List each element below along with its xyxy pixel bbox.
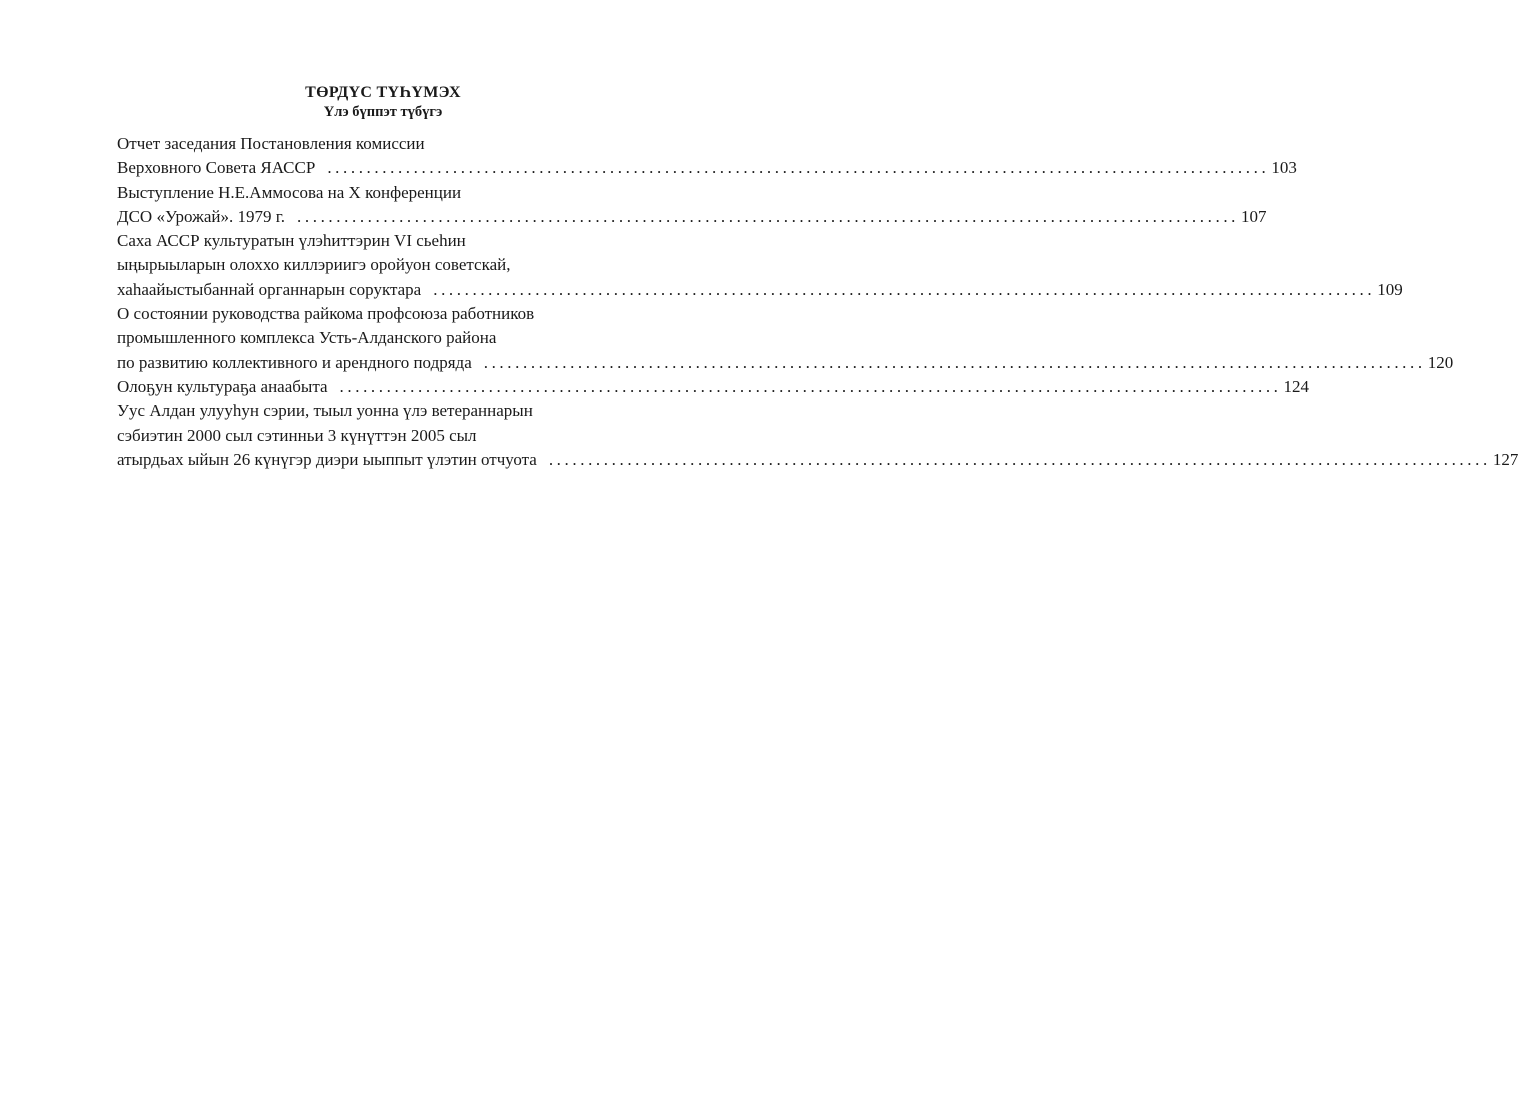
toc-entry-last-line (117, 351, 1454, 375)
toc-entry-line: ыңырыыларын олоххо киллэриигэ оройуон советскай, (117, 255, 511, 275)
toc-page-number: 120 (1427, 352, 1454, 372)
toc-entry-title: хаһаайыстыбаннай органнарын соруктара (117, 279, 422, 299)
toc-entry-line: Выступление Н.Е.Аммосова на X конференции (117, 182, 462, 202)
toc-entry-line: сэбиэтин 2000 сыл сэтинньи 3 күнүттэн 2005 сыл (117, 425, 477, 445)
toc-entry-last-line (117, 375, 1310, 399)
page-subtitle: Үлэ бүппэт түбүгэ (323, 104, 443, 120)
toc-entry-last-line (117, 278, 1403, 302)
toc-entry (117, 229, 1403, 302)
toc-page-number: 109 (1377, 279, 1403, 299)
toc-entry-title: атырдьах ыйын 26 күнүгэр диэри ыыппыт үлэтин отчуота (117, 449, 537, 469)
toc-entry-line: Отчет заседания Постановления комиссии (117, 134, 425, 153)
toc-entry-last-line (117, 156, 1297, 180)
dot-leader: ........................................................................................................................ (548, 449, 1491, 469)
dot-leader: ........................................................................................................................ (297, 206, 1240, 226)
toc-entry (117, 302, 1454, 375)
dot-leader: ........................................................................................................................ (327, 158, 1270, 178)
toc-entry-last-line (117, 448, 1518, 472)
toc-page-number: 107 (1241, 206, 1267, 226)
toc-page-number: 124 (1283, 376, 1310, 396)
dot-leader: ........................................................................................................................ (339, 376, 1282, 396)
toc-entry (117, 181, 1267, 230)
page-title: ТӨРДҮС ТҮҺҮМЭХ (305, 84, 461, 101)
toc-entry (117, 375, 1310, 399)
toc-entry-title: по развитию коллективного и арендного подряда (117, 352, 472, 372)
toc-entry-line: Саха АССР культуратын үлэһиттэрин VI сьеһин (117, 231, 466, 251)
toc-entry-title: Олоҕун культураҕа анаабыта (117, 376, 328, 396)
toc-entry (117, 132, 1297, 181)
toc-page-number: 127 (1492, 449, 1518, 469)
toc-entry-title: Верховного Совета ЯАССР (117, 158, 316, 178)
toc-entry-line: О состоянии руководства райкома профсоюза работников (117, 304, 535, 324)
toc-entry-line: Уус Алдан улууһун сэрии, тыыл уонна үлэ ветераннарын (117, 401, 533, 421)
toc-entry-last-line (117, 205, 1267, 229)
toc-entry-line: промышленного комплекса Усть-Алданского района (117, 328, 497, 348)
page-header (0, 84, 766, 121)
dot-leader: ........................................................................................................................ (483, 352, 1426, 372)
toc-entry (117, 399, 1518, 472)
dot-leader: ........................................................................................................................ (433, 279, 1376, 299)
table-of-contents (117, 132, 1518, 472)
toc-page-number: 103 (1271, 158, 1297, 178)
toc-entry-title: ДСО «Урожай». 1979 г. (117, 206, 286, 226)
